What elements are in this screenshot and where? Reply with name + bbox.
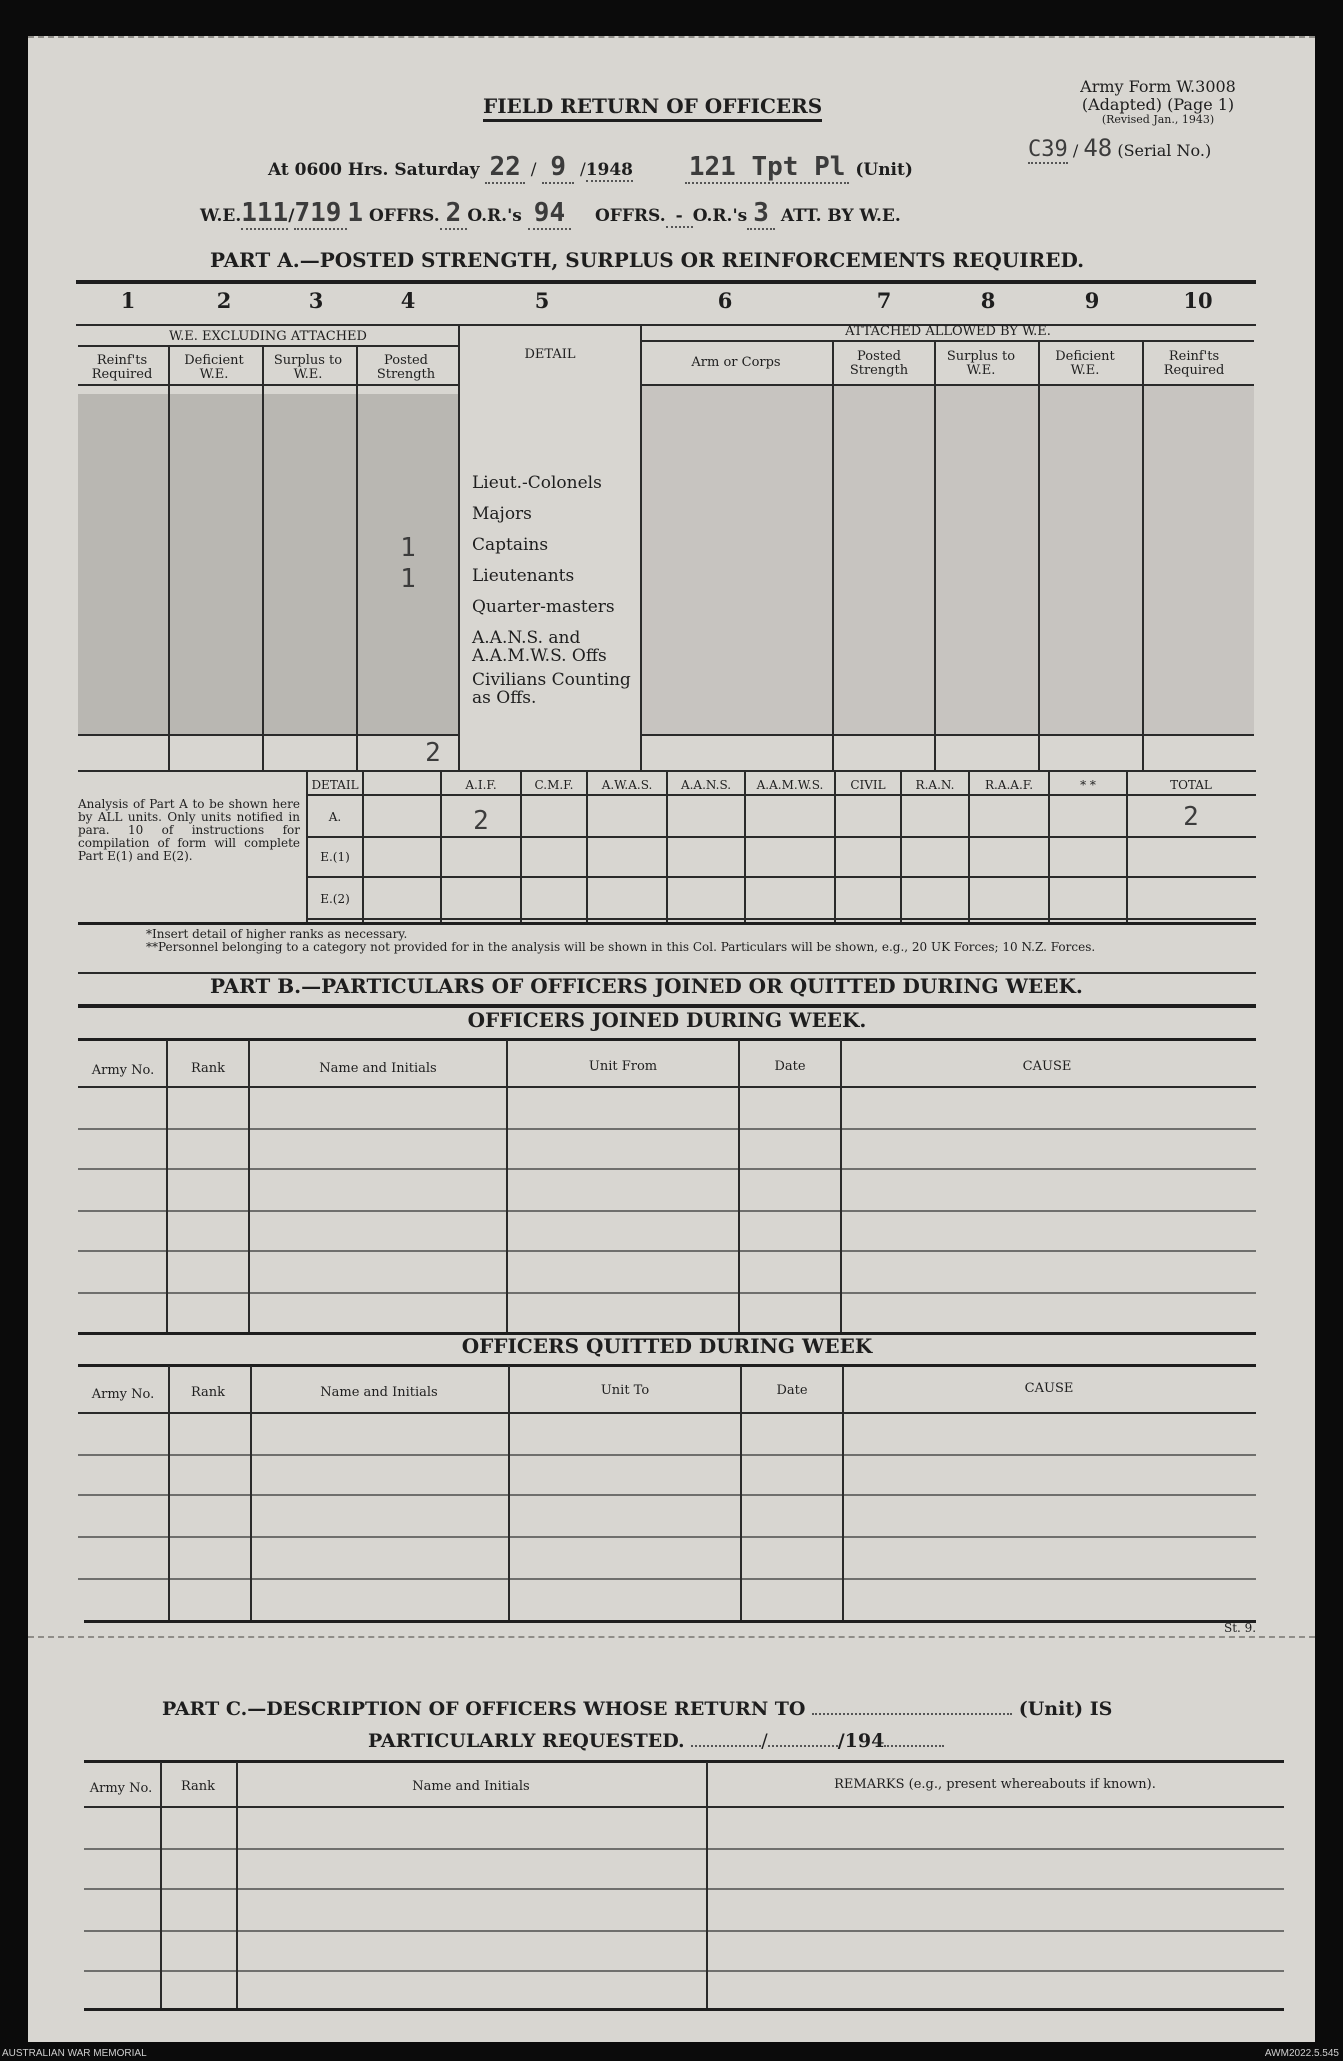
hdr-detail: DETAIL xyxy=(524,347,576,362)
part-c-year: /194 xyxy=(837,1730,885,1752)
date-year[interactable]: 1948 xyxy=(585,160,634,180)
date-line xyxy=(268,152,913,182)
st-number: St. 9. xyxy=(1224,1621,1257,1635)
analysis-note: Analysis of Part A to be shown here by ALL units. Only units notified in para. 10 of instructions for compilation of form will complete Part E(1) and E(2). xyxy=(78,797,300,863)
col-2: 2 xyxy=(216,288,232,313)
form-sheet xyxy=(28,36,1315,2042)
quitted-hdr-date: Date xyxy=(776,1383,808,1398)
posted-aans[interactable] xyxy=(358,629,458,671)
or-label: O.R.'s xyxy=(467,206,522,226)
col-6: 6 xyxy=(717,288,733,313)
date-sep: / xyxy=(530,160,537,180)
col-4: 4 xyxy=(400,288,416,313)
quitted-hdr-army-no: Army No. xyxy=(91,1387,155,1402)
analysis-hdr-aans: A.A.N.S. xyxy=(680,778,732,792)
analysis-row-e1-label: E.(1) xyxy=(320,850,350,864)
analysis-row-a-label: A. xyxy=(328,810,342,824)
quitted-hdr-cause: CAUSE xyxy=(1024,1381,1074,1396)
rank-major: Majors xyxy=(472,504,532,524)
part-c-title1: PART C.—DESCRIPTION OF OFFICERS WHOSE RETURN TO xyxy=(162,1698,806,1720)
analysis-hdr-aif: A.I.F. xyxy=(465,778,497,792)
posted-lieutenant[interactable]: 1 xyxy=(400,564,416,594)
serial-value[interactable]: C39 xyxy=(1028,137,1068,162)
serial-value2[interactable]: 48 xyxy=(1083,134,1113,162)
col-8: 8 xyxy=(980,288,996,313)
part-c-line2 xyxy=(368,1730,944,1752)
serial-number xyxy=(1028,134,1211,162)
att-label: ATT. BY W.E. xyxy=(780,206,901,226)
posted-qm[interactable] xyxy=(358,598,458,629)
analysis-hdr-aamws: A.A.M.W.S. xyxy=(756,778,824,792)
col-10: 10 xyxy=(1183,288,1213,313)
or2-label: O.R.'s xyxy=(692,206,748,226)
part-c-date-sep: / xyxy=(761,1730,768,1752)
col-7: 7 xyxy=(876,288,892,313)
joined-hdr-rank: Rank xyxy=(190,1061,226,1076)
form-adapted: (Adapted) (Page 1) xyxy=(1081,95,1235,114)
hdr-att-surplus: Surplus to W.E. xyxy=(946,349,1016,378)
att-group-header: ATTACHED ALLOWED BY W.E. xyxy=(845,324,1051,339)
analysis-hdr-other: * * xyxy=(1080,778,1096,792)
part-c-date-day[interactable] xyxy=(691,1745,761,1747)
posted-civilians[interactable] xyxy=(358,671,458,713)
part-c-date-year[interactable] xyxy=(884,1745,944,1747)
att-shaded-area xyxy=(642,384,1254,734)
analysis-hdr-ran: R.A.N. xyxy=(915,778,955,792)
footer-accession: AWM2022.5.545 xyxy=(1264,2048,1339,2059)
rank-aans: A.A.N.S. and A.A.M.W.S. Offs xyxy=(472,628,607,666)
quitted-hdr-unit-to: Unit To xyxy=(600,1383,650,1398)
we-line xyxy=(200,198,901,228)
joined-hdr-army-no: Army No. xyxy=(91,1063,155,1078)
rank-list xyxy=(472,474,640,713)
part-a-title: PART A.—POSTED STRENGTH, SURPLUS OR REINFORCEMENTS REQUIRED. xyxy=(210,248,1085,272)
or2-value[interactable]: 3 xyxy=(747,198,775,230)
perforation-line xyxy=(28,1636,1315,1638)
part-c-hdr-name: Name and Initials xyxy=(412,1779,530,1794)
analysis-row-a-total[interactable]: 2 xyxy=(1183,802,1199,832)
rank-lt-col: Lieut.-Colonels xyxy=(472,473,602,493)
col-1: 1 xyxy=(120,288,136,313)
serial-label: (Serial No.) xyxy=(1117,141,1212,160)
analysis-hdr-civil: CIVIL xyxy=(850,778,886,792)
analysis-hdr-cmf: C.M.F. xyxy=(534,778,574,792)
hdr-deficient-we: Deficient W.E. xyxy=(184,353,244,382)
we-value1[interactable]: 111 xyxy=(241,198,289,228)
or-total[interactable]: 94 xyxy=(528,198,571,230)
date-year-prefix: / xyxy=(579,160,586,180)
hdr-posted-strength: Posted Strength xyxy=(376,353,436,382)
analysis-hdr-detail: DETAIL xyxy=(311,778,359,792)
rank-civilians: Civilians Counting as Offs. xyxy=(472,670,631,708)
serial-sep: / xyxy=(1072,141,1079,160)
analysis-hdr-raaf: R.A.A.F. xyxy=(984,778,1034,792)
part-c-unit-field[interactable] xyxy=(812,1713,1012,1715)
hdr-att-deficient: Deficient W.E. xyxy=(1055,349,1115,378)
offrs-value[interactable]: 1 xyxy=(347,198,364,228)
part-c-hdr-remarks: REMARKS (e.g., present whereabouts if known). xyxy=(834,1777,1156,1792)
offrs2-label: OFFRS. xyxy=(594,206,666,226)
date-month[interactable]: 9 xyxy=(542,152,574,184)
offrs2-value[interactable]: - xyxy=(666,206,693,228)
footer-institution: AUSTRALIAN WAR MEMORIAL xyxy=(2,2048,147,2059)
part-c-title1-end: (Unit) IS xyxy=(1018,1698,1113,1720)
analysis-hdr-awas: A.W.A.S. xyxy=(601,778,653,792)
part-c-title2: PARTICULARLY REQUESTED. xyxy=(368,1730,685,1752)
col-3: 3 xyxy=(308,288,324,313)
we-value2[interactable]: 719 xyxy=(294,198,347,230)
posted-major[interactable] xyxy=(358,505,458,536)
or-value[interactable]: 2 xyxy=(440,198,468,230)
part-c-hdr-rank: Rank xyxy=(180,1779,216,1794)
analysis-row-a-aif[interactable]: 2 xyxy=(473,806,489,836)
part-c-line1 xyxy=(162,1698,1112,1720)
form-id: Army Form W.3008 xyxy=(1080,77,1236,96)
posted-total[interactable]: 2 xyxy=(425,738,441,768)
part-c-date-month[interactable] xyxy=(768,1745,838,1747)
part-b-title: PART B.—PARTICULARS OF OFFICERS JOINED OR QUITTED DURING WEEK. xyxy=(210,974,1083,998)
col-5: 5 xyxy=(534,288,550,313)
analysis-row-e2-label: E.(2) xyxy=(320,892,350,906)
footnotes xyxy=(146,928,1256,954)
posted-lt-col[interactable] xyxy=(358,474,458,505)
rank-qm: Quarter-masters xyxy=(472,597,615,617)
footnote-1: *Insert detail of higher ranks as necessary. xyxy=(146,927,408,941)
hdr-arm-corps: Arm or Corps xyxy=(691,355,781,370)
we-sep: / xyxy=(288,206,295,226)
part-a-top-rule xyxy=(76,280,1256,284)
hdr-surplus-we: Surplus to W.E. xyxy=(273,353,343,382)
we-group-header: W.E. EXCLUDING ATTACHED xyxy=(169,329,367,344)
date-day[interactable]: 22 xyxy=(485,152,524,184)
joined-hdr-date: Date xyxy=(774,1059,806,1074)
unit-value[interactable]: 121 Tpt Pl xyxy=(685,152,850,184)
quitted-hdr-rank: Rank xyxy=(190,1385,226,1400)
joined-hdr-unit-from: Unit From xyxy=(588,1059,658,1074)
posted-strength-values xyxy=(358,474,458,713)
col-9: 9 xyxy=(1084,288,1100,313)
footnote-2: **Personnel belonging to a category not provided for in the analysis will be shown in this Col. Particulars will be shown, e.g., 20 UK Forces; 10 N.Z. Forces. xyxy=(146,940,1096,954)
we-label: W.E. xyxy=(200,206,242,226)
analysis-hdr-total: TOTAL xyxy=(1170,778,1212,792)
quitted-title: OFFICERS QUITTED DURING WEEK xyxy=(461,1334,873,1358)
quitted-hdr-name: Name and Initials xyxy=(320,1385,438,1400)
offrs-label: OFFRS. xyxy=(368,206,440,226)
rank-captain: Captains xyxy=(472,535,549,555)
hdr-reinf-required: Reinf'ts Required xyxy=(91,353,153,382)
joined-title: OFFICERS JOINED DURING WEEK. xyxy=(467,1008,867,1032)
form-id-block xyxy=(1068,78,1248,126)
form-title: FIELD RETURN OF OFFICERS xyxy=(483,94,822,122)
rank-lieutenant: Lieutenants xyxy=(472,566,575,586)
form-revised: (Revised Jan., 1943) xyxy=(1101,113,1215,126)
at-label: At 0600 Hrs. Saturday xyxy=(268,160,480,180)
part-c-hdr-army-no: Army No. xyxy=(89,1781,153,1796)
joined-hdr-name: Name and Initials xyxy=(319,1061,437,1076)
joined-hdr-cause: CAUSE xyxy=(1022,1059,1072,1074)
hdr-att-reinf: Reinf'ts Required xyxy=(1163,349,1225,378)
hdr-att-posted: Posted Strength xyxy=(849,349,909,378)
unit-label: (Unit) xyxy=(855,160,913,180)
posted-captain[interactable]: 1 xyxy=(400,533,416,563)
